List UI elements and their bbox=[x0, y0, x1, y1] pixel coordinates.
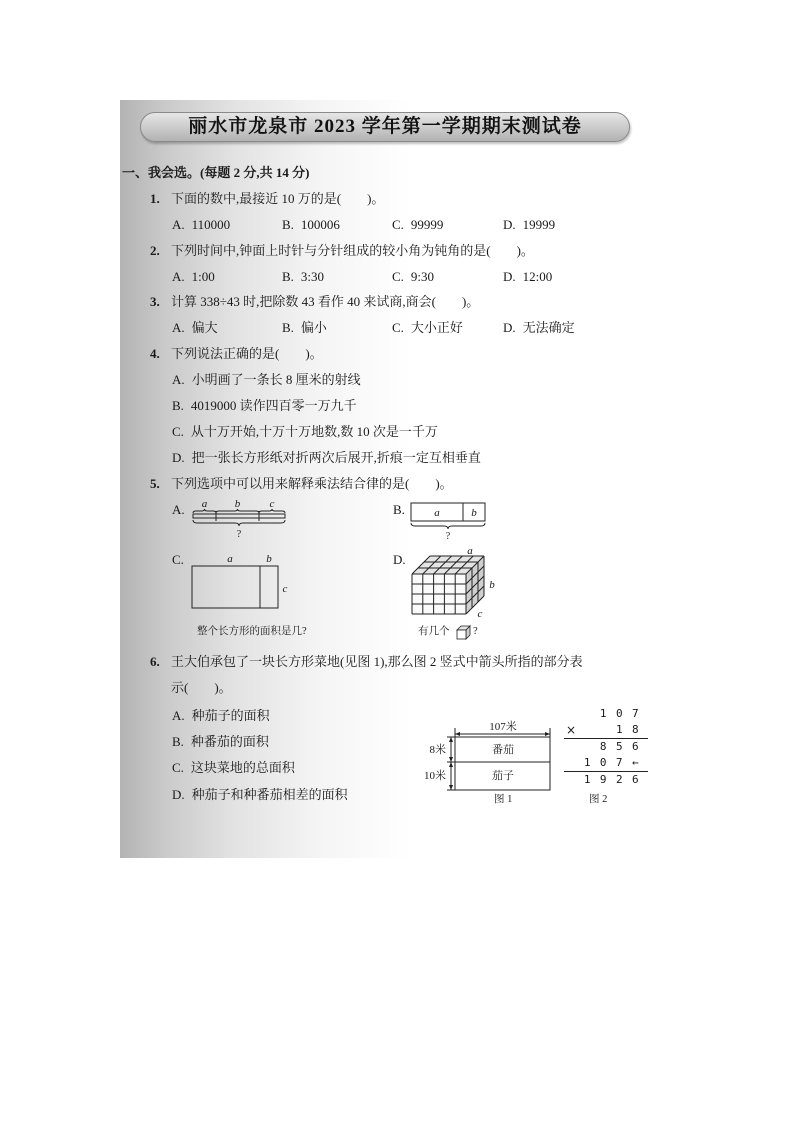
option-text: 19999 bbox=[522, 217, 556, 232]
bottom-region-label: 茄子 bbox=[492, 770, 514, 782]
caption-c: 整个长方形的面积是几? bbox=[197, 626, 307, 637]
option-a bbox=[172, 319, 218, 337]
option-text: 种茄子和种番茄相差的面积 bbox=[191, 787, 348, 802]
question-number: 6. bbox=[150, 654, 160, 669]
arrow-left-icon: ← bbox=[631, 756, 648, 769]
arrowhead-up bbox=[449, 762, 453, 767]
rectangle-outline bbox=[192, 566, 278, 608]
question-number: 4. bbox=[150, 346, 160, 361]
segment-bar bbox=[193, 514, 285, 518]
arrowhead-left bbox=[455, 732, 460, 736]
option-a bbox=[172, 707, 270, 725]
option-label: A. bbox=[172, 320, 185, 335]
page-title: 丽水市龙泉市 2023 学年第一学期期末测试卷 bbox=[188, 116, 582, 137]
question-stem: 下面的数中,最接近 10 万的是( )。 bbox=[171, 191, 385, 206]
option-label-a: A. bbox=[172, 502, 185, 517]
label-b: b bbox=[471, 507, 477, 519]
multiplicand-row bbox=[564, 706, 648, 722]
figure-1-caption: 图 1 bbox=[494, 794, 513, 805]
option-c bbox=[392, 216, 443, 234]
bottom-height-label: 10米 bbox=[424, 770, 446, 782]
top-height-label: 8米 bbox=[429, 744, 446, 756]
label-c: c bbox=[269, 498, 275, 510]
caption-d-end: ? bbox=[473, 626, 478, 637]
option-text: 110000 bbox=[191, 217, 231, 232]
option-text: 偏大 bbox=[191, 320, 218, 335]
option-label: C. bbox=[172, 424, 184, 439]
question-stem: 下列时间中,钟面上时针与分针组成的较小角为钝角的是( )。 bbox=[171, 243, 534, 258]
option-label: D. bbox=[503, 269, 516, 284]
arrowhead-down bbox=[449, 757, 453, 762]
partial-product-row-2 bbox=[564, 755, 648, 772]
option-label-b: B. bbox=[393, 502, 405, 517]
multiplier: 18 bbox=[615, 723, 648, 736]
partial-product-2: 107 bbox=[583, 756, 632, 769]
section-heading: 一、我会选。(每题 2 分,共 14 分) bbox=[122, 165, 310, 180]
caption-d: 有几个 bbox=[418, 626, 450, 637]
option-label: D. bbox=[172, 450, 185, 465]
label-a: a bbox=[227, 553, 233, 565]
product-row bbox=[564, 772, 648, 788]
option-text: 3:30 bbox=[300, 269, 325, 284]
option-text: 从十万开始,十万十万地数,数 10 次是一千万 bbox=[190, 424, 438, 439]
arrowhead-up bbox=[449, 737, 453, 742]
option-label: C. bbox=[172, 760, 184, 775]
option-d bbox=[503, 216, 555, 234]
option-a bbox=[172, 216, 230, 234]
total-question-mark: ? bbox=[445, 531, 451, 542]
option-text: 100006 bbox=[300, 217, 340, 232]
option-a bbox=[172, 268, 215, 286]
option-text: 小明画了一条长 8 厘米的射线 bbox=[191, 372, 361, 387]
option-label: D. bbox=[503, 320, 516, 335]
top-region-label: 番茄 bbox=[492, 744, 514, 756]
option-b bbox=[172, 397, 357, 415]
label-a: a bbox=[201, 498, 208, 510]
option-c bbox=[172, 423, 438, 441]
multiplier-row bbox=[564, 722, 648, 739]
option-d bbox=[503, 268, 552, 286]
segment-diagram-a bbox=[190, 496, 290, 544]
product: 1926 bbox=[583, 773, 648, 786]
option-c bbox=[172, 759, 295, 777]
option-label-c: C. bbox=[172, 552, 184, 567]
multiply-sign: × bbox=[566, 723, 577, 737]
cube-icon-front bbox=[457, 630, 466, 639]
label-c: c bbox=[477, 608, 483, 620]
option-text: 1:00 bbox=[191, 269, 215, 284]
option-b bbox=[172, 733, 269, 751]
multiplicand: 107 bbox=[599, 707, 648, 720]
label-b: b bbox=[489, 579, 495, 591]
option-label: B. bbox=[282, 269, 294, 284]
label-c: c bbox=[282, 583, 288, 595]
option-b bbox=[282, 319, 327, 337]
option-label: B. bbox=[282, 320, 294, 335]
label-b: b bbox=[234, 498, 241, 510]
title-banner bbox=[140, 112, 630, 142]
underbrace-total bbox=[193, 520, 285, 526]
option-b bbox=[282, 216, 340, 234]
question-stem: 计算 338÷43 时,把除数 43 看作 40 来试商,商会( )。 bbox=[171, 294, 480, 309]
option-text: 种番茄的面积 bbox=[190, 734, 269, 749]
label-a: a bbox=[434, 507, 440, 519]
option-text: 9:30 bbox=[410, 269, 435, 284]
option-d bbox=[503, 319, 575, 337]
option-label: C. bbox=[392, 217, 404, 232]
option-text: 4019000 读作四百零一万九千 bbox=[190, 398, 357, 413]
question-stem-line-2: 示( )。 bbox=[171, 680, 232, 695]
option-a bbox=[172, 371, 361, 389]
option-label: A. bbox=[172, 217, 185, 232]
width-label: 107米 bbox=[489, 721, 517, 733]
option-text: 99999 bbox=[410, 217, 444, 232]
option-label: B. bbox=[172, 398, 184, 413]
question-number: 3. bbox=[150, 294, 160, 309]
option-label: B. bbox=[282, 217, 294, 232]
arrowhead-down bbox=[449, 785, 453, 790]
option-label: C. bbox=[392, 320, 404, 335]
question-number: 5. bbox=[150, 476, 160, 491]
bar-diagram-b bbox=[408, 498, 490, 542]
option-text: 无法确定 bbox=[522, 320, 575, 335]
option-d bbox=[172, 786, 348, 804]
option-c bbox=[392, 268, 434, 286]
field-diagram bbox=[418, 716, 554, 794]
total-question-mark: ? bbox=[236, 529, 242, 540]
option-text: 种茄子的面积 bbox=[191, 708, 270, 723]
option-text: 这块菜地的总面积 bbox=[190, 760, 295, 775]
option-label: C. bbox=[392, 269, 404, 284]
question-stem: 下列选项中可以用来解释乘法结合律的是( )。 bbox=[171, 476, 453, 491]
option-label: D. bbox=[503, 217, 516, 232]
label-b: b bbox=[266, 553, 272, 565]
question-number: 1. bbox=[150, 191, 160, 206]
option-label: A. bbox=[172, 708, 185, 723]
question-stem: 下列说法正确的是( )。 bbox=[171, 346, 323, 361]
question-number: 2. bbox=[150, 243, 160, 258]
option-label: D. bbox=[172, 787, 185, 802]
cube-stack-diagram-d bbox=[408, 545, 500, 622]
option-d bbox=[172, 449, 481, 467]
cube-icon bbox=[456, 625, 471, 640]
partial-product-1: 856 bbox=[599, 740, 648, 753]
vertical-multiplication bbox=[564, 706, 648, 788]
option-text: 把一张长方形纸对折两次后展开,折痕一定互相垂直 bbox=[191, 450, 481, 465]
option-text: 大小正好 bbox=[410, 320, 463, 335]
option-c bbox=[392, 319, 463, 337]
option-label-d: D. bbox=[393, 552, 406, 567]
underbrace-total bbox=[411, 523, 485, 529]
arrowhead-right bbox=[545, 732, 550, 736]
option-text: 偏小 bbox=[300, 320, 327, 335]
figure-2-caption: 图 2 bbox=[589, 794, 608, 805]
question-stem-line-1: 王大伯承包了一块长方形菜地(见图 1),那么图 2 竖式中箭头所指的部分表 bbox=[171, 654, 583, 669]
label-a: a bbox=[467, 545, 473, 557]
option-label: A. bbox=[172, 372, 185, 387]
partial-product-row-1 bbox=[564, 739, 648, 755]
rectangle-diagram-c bbox=[188, 548, 294, 612]
option-label: B. bbox=[172, 734, 184, 749]
option-label: A. bbox=[172, 269, 185, 284]
option-text: 12:00 bbox=[522, 269, 553, 284]
option-b bbox=[282, 268, 324, 286]
